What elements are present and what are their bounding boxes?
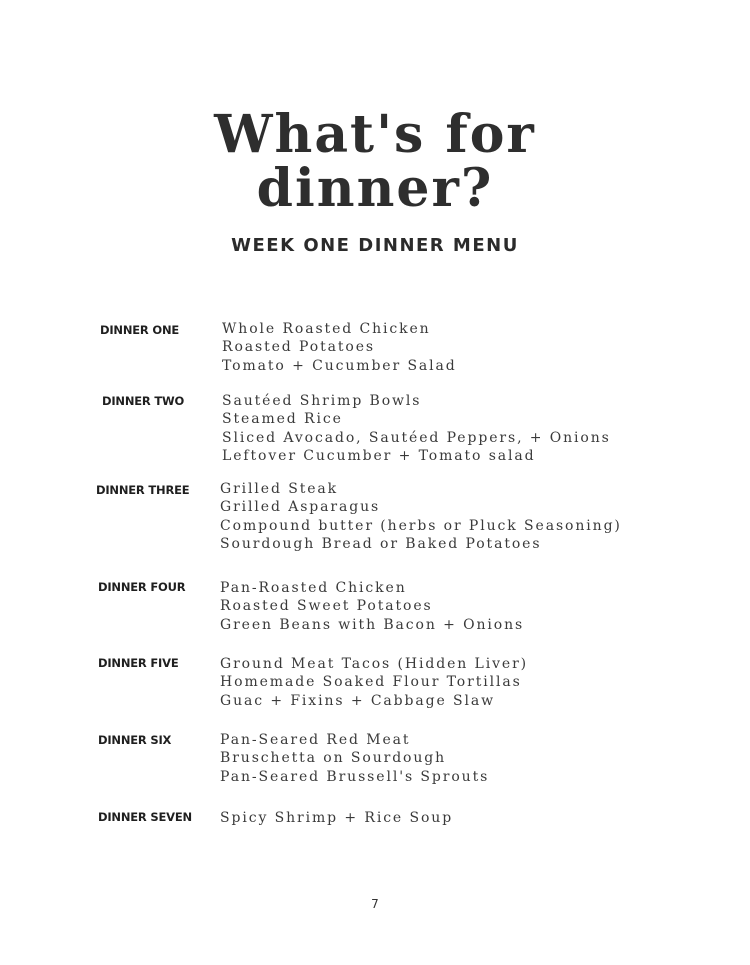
dinner-two-label: DINNER TWO <box>102 394 185 408</box>
menu-item: Grilled Asparagus <box>220 499 381 516</box>
title-line-1: What's for <box>214 104 536 165</box>
menu-item: Guac + Fixins + Cabbage Slaw <box>220 692 496 709</box>
menu-item: Roasted Sweet Potatoes <box>220 598 433 615</box>
menu-item: Grilled Steak <box>220 481 339 497</box>
menu-subtitle: WEEK ONE DINNER MENU <box>231 235 519 256</box>
dinner-five-items <box>220 655 528 710</box>
dinner-six-items <box>220 731 489 786</box>
menu-item: Pan-Seared Brussell's Sprouts <box>220 768 490 785</box>
menu-item: Sourdough Bread or Baked Potatoes <box>220 536 542 553</box>
menu-item: Compound butter (herbs or Pluck Seasoning) <box>220 517 622 534</box>
menu-item: Roasted Potatoes <box>222 339 376 356</box>
dinner-one-label: DINNER ONE <box>100 323 180 337</box>
menu-item: Whole Roasted Chicken <box>222 321 431 337</box>
dinner-three-label: DINNER THREE <box>96 483 190 497</box>
dinner-one-items <box>222 320 457 375</box>
page-title <box>0 104 750 219</box>
menu-item: Tomato + Cucumber Salad <box>222 357 457 374</box>
dinner-five-label: DINNER FIVE <box>98 656 179 670</box>
title-line-2: dinner? <box>256 158 494 219</box>
menu-item: Steamed Rice <box>222 411 343 428</box>
dinner-four-label: DINNER FOUR <box>98 580 186 594</box>
menu-item: Spicy Shrimp + Rice Soup <box>220 810 454 826</box>
menu-item: Bruschetta on Sourdough <box>220 750 447 767</box>
dinner-four-items <box>220 579 524 634</box>
menu-item: Pan-Roasted Chicken <box>220 580 407 596</box>
dinner-three-items <box>220 480 622 554</box>
menu-item: Pan-Seared Red Meat <box>220 732 411 748</box>
menu-item: Sautéed Shrimp Bowls <box>222 393 422 409</box>
menu-item: Homemade Soaked Flour Tortillas <box>220 674 522 691</box>
menu-item: Ground Meat Tacos (Hidden Liver) <box>220 656 529 672</box>
dinner-seven-label: DINNER SEVEN <box>98 810 192 824</box>
menu-item: Sliced Avocado, Sautéed Peppers, + Onions <box>222 429 611 446</box>
dinner-six-label: DINNER SIX <box>98 733 172 747</box>
dinner-seven-items <box>220 809 453 827</box>
dinner-two-items <box>222 392 611 466</box>
menu-item: Leftover Cucumber + Tomato salad <box>222 448 536 465</box>
page-number: 7 <box>371 897 379 911</box>
menu-item: Green Beans with Bacon + Onions <box>220 616 525 633</box>
